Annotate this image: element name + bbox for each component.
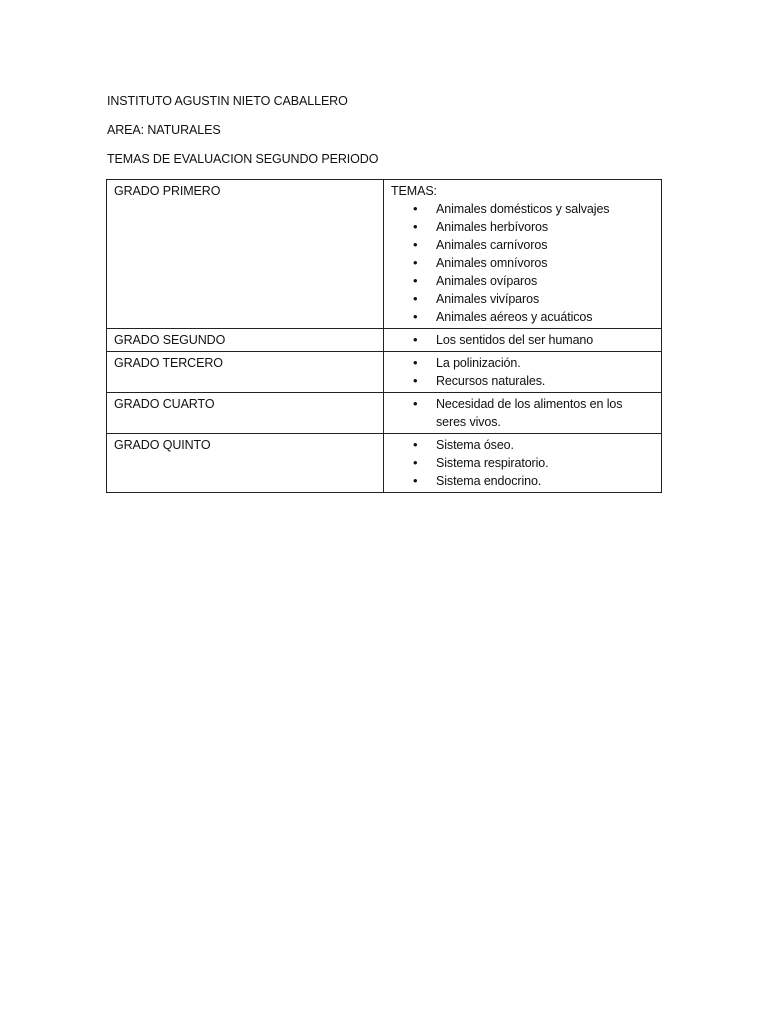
area-label: AREA: NATURALES [107, 123, 221, 137]
bullet-icon: • [413, 455, 418, 470]
topic-text: Animales herbívoros [436, 220, 549, 234]
topic-text: Animales domésticos y salvajes [436, 202, 610, 216]
bullet-icon: • [413, 201, 418, 216]
list-item [391, 236, 655, 254]
document-title: TEMAS DE EVALUACION SEGUNDO PERIODO [107, 152, 379, 166]
list-item [391, 218, 655, 236]
bullet-icon: • [413, 437, 418, 452]
list-item [391, 436, 655, 454]
topic-list [391, 331, 655, 349]
topics-cell [384, 352, 662, 393]
bullet-icon: • [413, 309, 418, 324]
list-item [391, 200, 655, 218]
topic-text: Animales aéreos y acuáticos [436, 310, 593, 324]
list-item [391, 331, 655, 349]
list-item [391, 354, 655, 372]
topic-text: Sistema respiratorio. [436, 456, 549, 470]
topic-list [391, 395, 655, 431]
bullet-icon: • [413, 355, 418, 370]
bullet-icon: • [413, 291, 418, 306]
bullet-icon: • [413, 237, 418, 252]
topic-text: Sistema endocrino. [436, 474, 542, 488]
bullet-icon: • [413, 219, 418, 234]
grade-cell: GRADO SEGUNDO [107, 329, 384, 352]
temas-label: TEMAS: [391, 184, 437, 198]
list-item [391, 308, 655, 326]
table-row [107, 352, 662, 393]
table-row [107, 434, 662, 493]
bullet-icon: • [413, 396, 418, 411]
topic-text: La polinización. [436, 356, 521, 370]
grade-cell: GRADO TERCERO [107, 352, 384, 393]
bullet-icon: • [413, 255, 418, 270]
topic-text: Los sentidos del ser humano [436, 333, 594, 347]
topic-text: Necesidad de los alimentos en los seres vivos. [436, 397, 623, 429]
topics-cell [384, 329, 662, 352]
topics-cell [384, 393, 662, 434]
topic-text: Animales omnívoros [436, 256, 548, 270]
grade-cell: GRADO PRIMERO [107, 180, 384, 329]
bullet-icon: • [413, 373, 418, 388]
institute-name: INSTITUTO AGUSTIN NIETO CABALLERO [107, 94, 348, 108]
table-row [107, 393, 662, 434]
list-item [391, 372, 655, 390]
topic-list [391, 354, 655, 390]
topics-table [106, 179, 662, 493]
table-row [107, 329, 662, 352]
list-item [391, 454, 655, 472]
topic-text: Animales vivíparos [436, 292, 540, 306]
list-item [391, 272, 655, 290]
topic-text: Recursos naturales. [436, 374, 546, 388]
bullet-icon: • [413, 273, 418, 288]
bullet-icon: • [413, 332, 418, 347]
topics-cell [384, 434, 662, 493]
list-item [391, 254, 655, 272]
grade-cell: GRADO QUINTO [107, 434, 384, 493]
list-item [391, 290, 655, 308]
table-row [107, 180, 662, 329]
list-item [391, 472, 655, 490]
topic-text: Sistema óseo. [436, 438, 514, 452]
topics-cell [384, 180, 662, 329]
topic-list [391, 436, 655, 490]
list-item [391, 395, 655, 431]
topic-list [391, 200, 655, 326]
grade-cell: GRADO CUARTO [107, 393, 384, 434]
topic-text: Animales ovíparos [436, 274, 538, 288]
bullet-icon: • [413, 473, 418, 488]
topic-text: Animales carnívoros [436, 238, 548, 252]
